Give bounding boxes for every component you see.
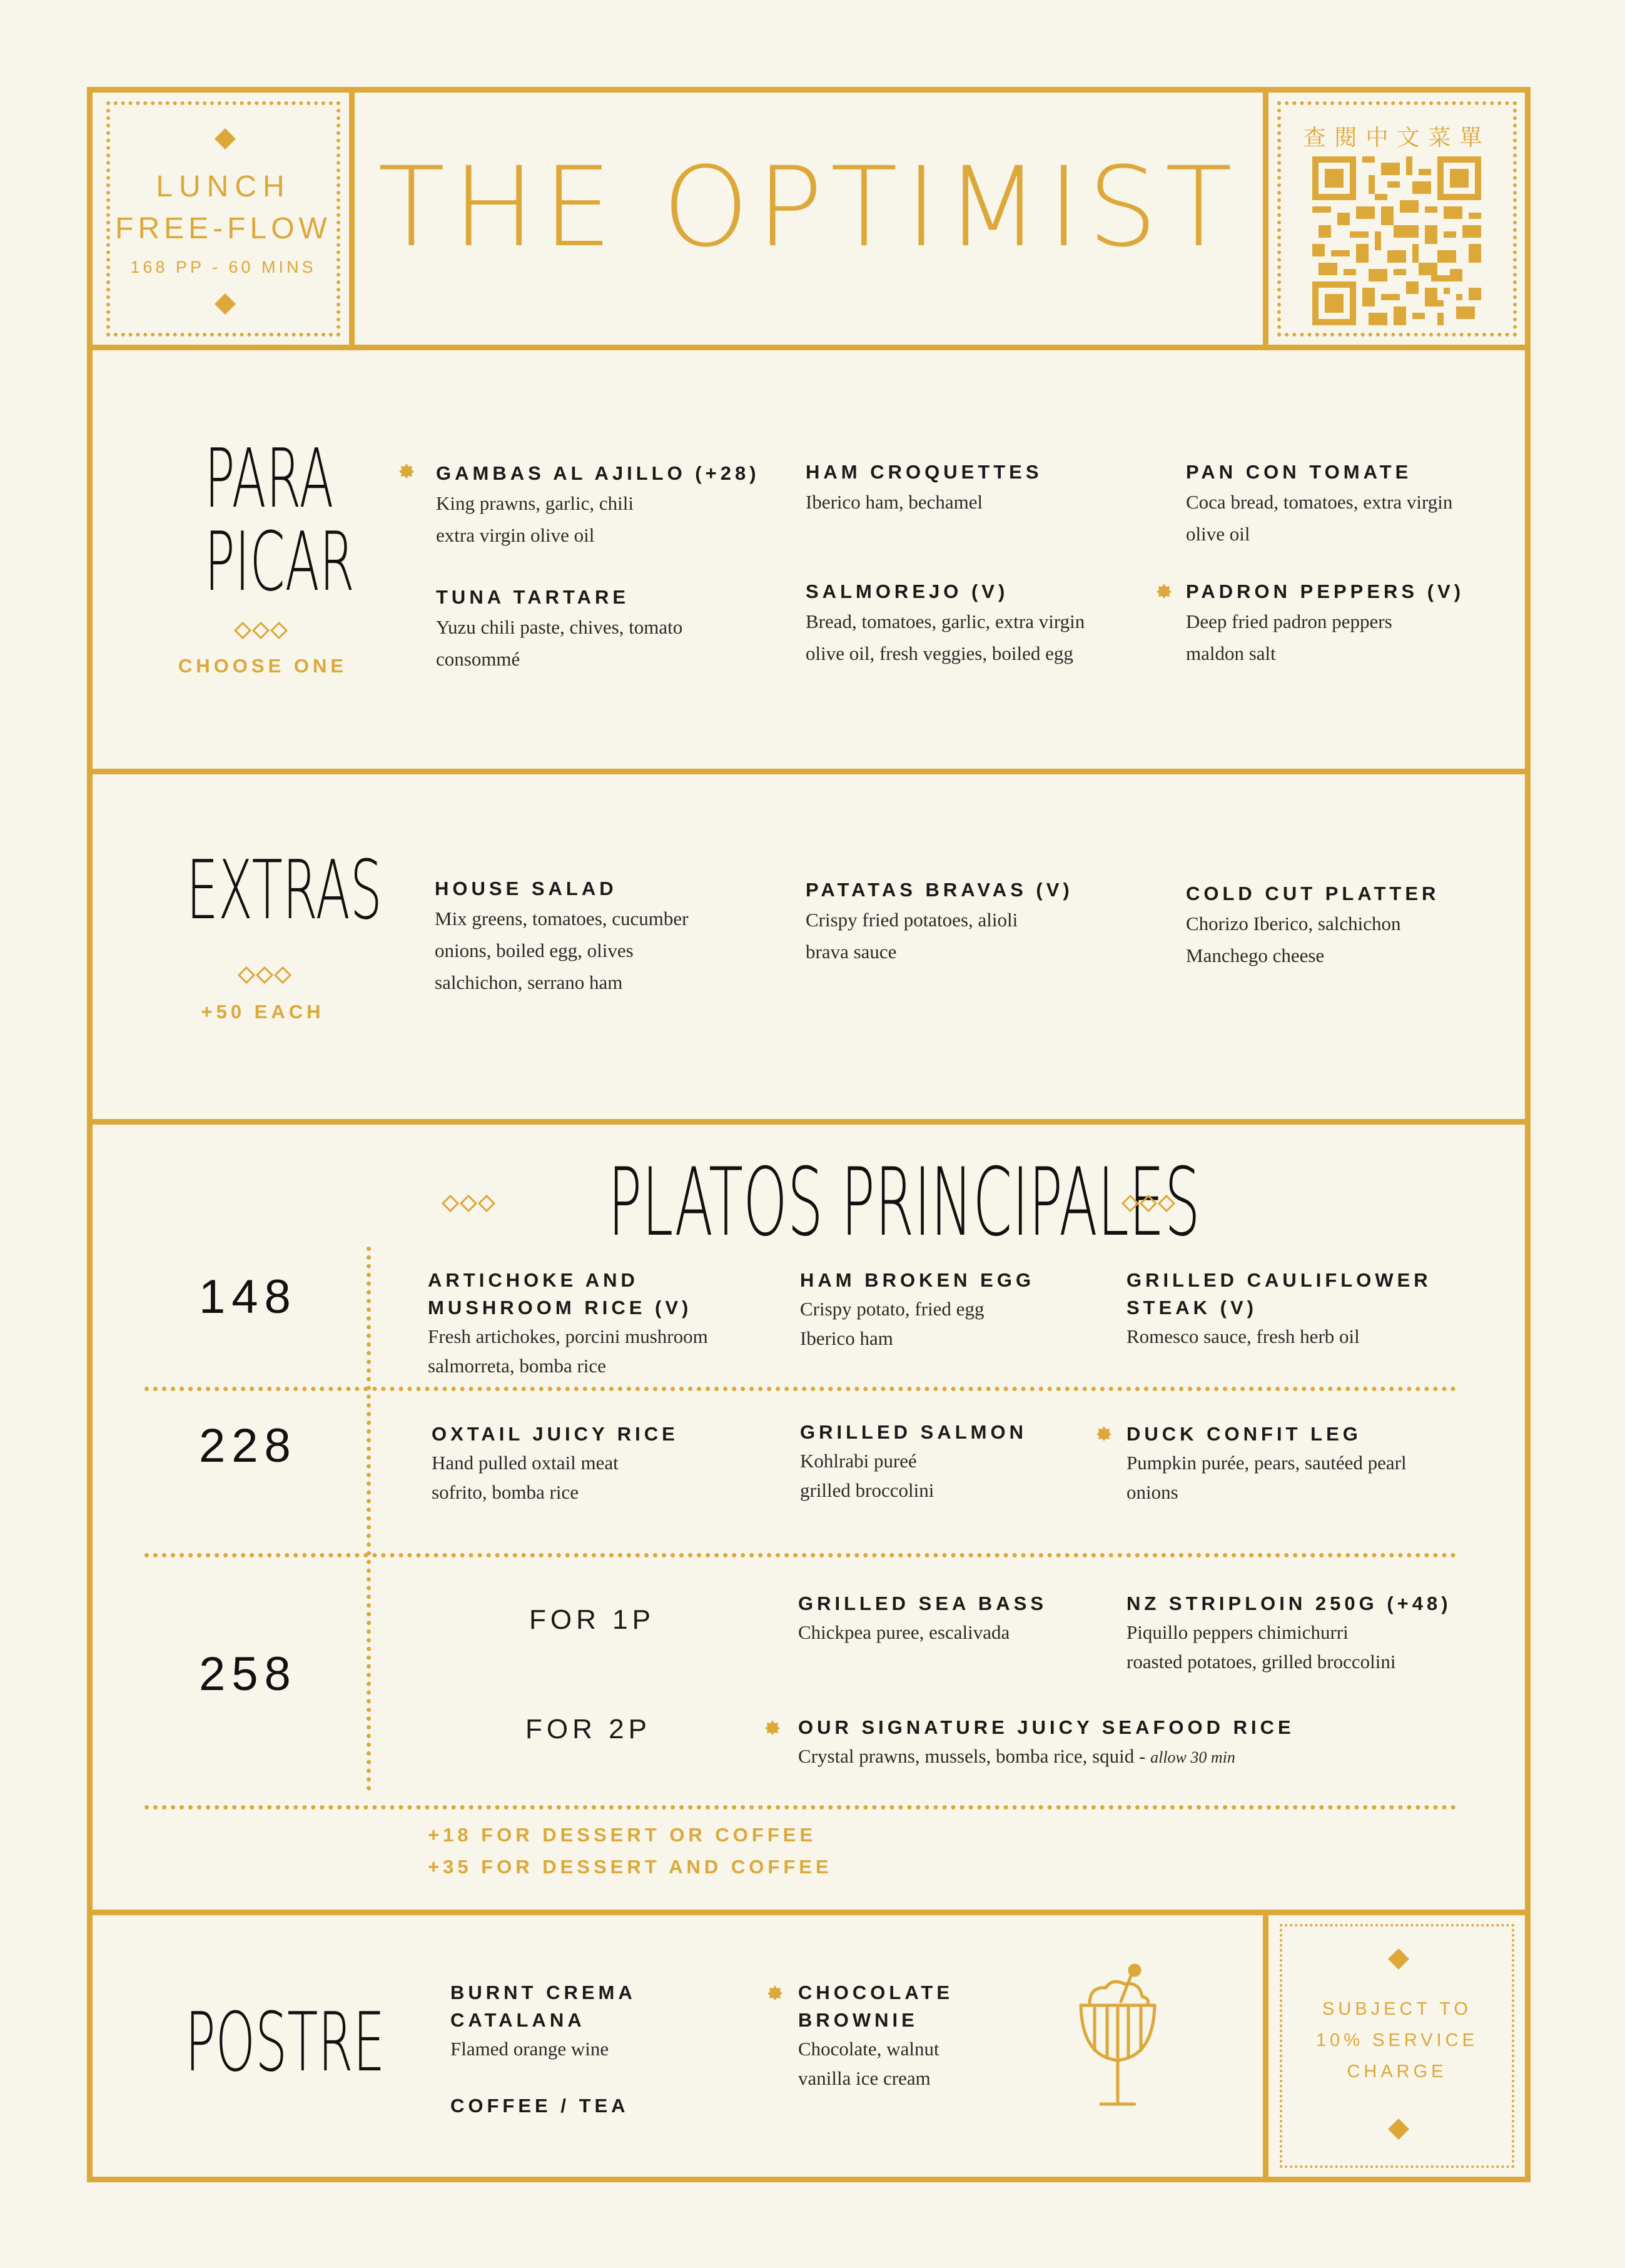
tier-divider [144, 1553, 1456, 1557]
star-badge-icon [398, 463, 415, 479]
star-badge-icon [1156, 583, 1172, 599]
lunch-badge [106, 101, 340, 337]
addon-dessert-or-coffee: +18 FOR DESSERT OR COFFEE [428, 1824, 817, 1846]
menu-item [1186, 458, 1452, 550]
menu-item [432, 1420, 679, 1507]
item-name: GRILLED CAULIFLOWER [1126, 1269, 1432, 1291]
item-name: ARTICHOKE AND [428, 1269, 639, 1291]
item-desc: Fresh artichokes, porcini mushroom [428, 1325, 708, 1347]
item-desc: Deep fried padron peppers [1186, 610, 1392, 632]
triple-diamond-icon [442, 1195, 495, 1212]
item-name: DUCK CONFIT LEG [1126, 1423, 1362, 1445]
item-name: NZ STRIPLOIN 250G (+48) [1126, 1592, 1452, 1614]
item-desc: extra virgin olive oil [436, 524, 595, 546]
item-desc: brava sauce [806, 941, 897, 963]
service-line3: CHARGE [1347, 2062, 1447, 2082]
item-desc: Flamed orange wine [450, 2038, 609, 2060]
restaurant-title: THE OPTIMIST [377, 143, 1240, 271]
header-divider [349, 87, 355, 350]
item-desc: maldon salt [1186, 642, 1276, 664]
item-desc: Coca bread, tomatoes, extra virgin [1186, 491, 1453, 513]
tier-price: 148 [199, 1270, 297, 1324]
qr-badge [1277, 101, 1517, 337]
extras-price-label: +50 EACH [201, 1001, 325, 1023]
price-column-divider [367, 1247, 371, 1791]
item-desc: Chorizo Iberico, salchichon [1186, 913, 1401, 934]
item-desc: Iberico ham [800, 1327, 893, 1349]
triple-diamond-icon [234, 622, 288, 639]
item-name: CATALANA [450, 2009, 585, 2031]
lunch-label: LUNCH [156, 170, 291, 203]
item-desc: Mix greens, tomatoes, cucumber [435, 908, 689, 929]
item-name: PAN CON TOMATE [1186, 461, 1412, 483]
for-one-person-label: FOR 1P [529, 1604, 655, 1635]
signature-item [798, 1714, 1295, 1772]
price-per-person: 168 PP - 60 MINS [130, 258, 316, 276]
menu-item [1186, 880, 1439, 971]
menu-item [428, 1267, 708, 1380]
item-desc: salmorreta, bomba rice [428, 1355, 606, 1377]
item-name: GRILLED SEA BASS [798, 1592, 1047, 1614]
triple-diamond-icon [1121, 1195, 1175, 1212]
item-name: TUNA TARTARE [436, 586, 630, 608]
para-picar-title-line2: PICAR [205, 514, 355, 609]
menu-item [1126, 1267, 1432, 1351]
item-name: STEAK (V) [1126, 1297, 1257, 1319]
item-name: OUR SIGNATURE JUICY SEAFOOD RICE [798, 1716, 1295, 1738]
extras-title: EXTRAS [186, 843, 382, 938]
item-note: allow 30 min [1150, 1748, 1235, 1766]
item-name: HAM CROQUETTES [806, 461, 1043, 483]
diamond-icon [215, 128, 236, 149]
menu-item [436, 460, 760, 551]
menu-item [1126, 1420, 1407, 1507]
diamond-icon [1388, 2119, 1409, 2140]
principales-title: PLATOS PRINCIPALES [608, 1148, 1200, 1257]
header-divider [1263, 87, 1268, 350]
qr-code-icon[interactable] [1312, 156, 1481, 325]
item-name: GAMBAS AL AJILLO (+28) [436, 462, 760, 484]
item-desc: Manchego cheese [1186, 944, 1325, 966]
star-badge-icon [767, 1985, 783, 2001]
menu-item [806, 458, 1043, 518]
item-name: GRILLED SALMON [800, 1421, 1027, 1443]
diamond-icon [1388, 1948, 1409, 1970]
item-desc: onions, boiled egg, olives [435, 939, 634, 961]
tier-divider [144, 1805, 1456, 1810]
chinese-menu-label: 查閱中文菜單 [1303, 125, 1491, 151]
item-name: BURNT CREMA [450, 1982, 636, 2003]
item-name: MUSHROOM RICE (V) [428, 1297, 692, 1319]
menu-item [798, 1590, 1047, 1647]
item-desc: grilled broccolini [800, 1479, 934, 1501]
item-desc: Chocolate, walnut [798, 2038, 939, 2060]
item-desc: consommé [436, 648, 520, 670]
item-name: HOUSE SALAD [435, 878, 617, 899]
menu-item [450, 1979, 636, 2063]
item-desc: King prawns, garlic, chili [436, 492, 634, 514]
menu-item [800, 1419, 1027, 1505]
ice-cream-sundae-icon [1077, 1963, 1158, 2113]
star-badge-icon [1096, 1425, 1112, 1442]
star-badge-icon [764, 1719, 781, 1736]
item-desc: olive oil, fresh veggies, boiled egg [806, 642, 1073, 664]
para-picar-title-line1: PARA [205, 431, 334, 526]
item-desc: Iberico ham, bechamel [806, 491, 983, 513]
item-name: PADRON PEPPERS (V) [1186, 580, 1465, 602]
menu-item [1126, 1590, 1452, 1676]
item-desc: Romesco sauce, fresh herb oil [1126, 1325, 1360, 1347]
item-name: CHOCOLATE [798, 1982, 954, 2003]
menu-item [436, 584, 682, 675]
item-name: HAM BROKEN EGG [800, 1269, 1035, 1291]
item-desc: Kohlrabi pureé [800, 1450, 917, 1472]
item-desc: Bread, tomatoes, garlic, extra virgin [806, 610, 1085, 632]
for-two-persons-label: FOR 2P [525, 1714, 651, 1744]
item-desc: Piquillo peppers chimichurri [1126, 1621, 1349, 1643]
item-desc: Crispy potato, fried egg [800, 1298, 985, 1320]
postre-divider [1263, 1910, 1268, 2182]
item-desc: olive oil [1186, 523, 1250, 545]
menu-item [806, 876, 1073, 968]
menu-item [1186, 578, 1464, 669]
item-desc: Chickpea puree, escalivada [798, 1621, 1010, 1643]
menu-item [798, 1979, 953, 2093]
coffee-tea-item: COFFEE / TEA [450, 2095, 629, 2117]
item-desc: onions [1126, 1481, 1178, 1503]
item-desc: roasted potatoes, grilled broccolini [1126, 1651, 1396, 1673]
item-desc: vanilla ice cream [798, 2067, 931, 2089]
item-desc: Crystal prawns, mussels, bomba rice, squid - [798, 1745, 1151, 1767]
item-name: SALMOREJO (V) [806, 580, 1009, 602]
item-desc: Pumpkin purée, pears, sautéed pearl [1126, 1452, 1407, 1474]
item-name: COLD CUT PLATTER [1186, 883, 1440, 904]
item-name: BROWNIE [798, 2009, 918, 2031]
service-line1: SUBJECT TO [1322, 1999, 1472, 2019]
item-desc: salchichon, serrano ham [435, 971, 623, 993]
menu-item [806, 578, 1085, 669]
menu-item [800, 1267, 1035, 1353]
service-charge-badge [1280, 1924, 1514, 2168]
item-desc: sofrito, bomba rice [432, 1481, 579, 1503]
item-desc: Crispy fried potatoes, alioli [806, 909, 1018, 931]
tier-price: 228 [199, 1419, 297, 1472]
addon-dessert-and-coffee: +35 FOR DESSERT AND COFFEE [428, 1856, 833, 1878]
service-line2: 10% SERVICE [1316, 2030, 1478, 2050]
item-name: PATATAS BRAVAS (V) [806, 879, 1073, 901]
menu-item [435, 875, 688, 998]
tier-divider [144, 1387, 1456, 1391]
choose-one-label: CHOOSE ONE [178, 655, 348, 677]
item-name: OXTAIL JUICY RICE [432, 1423, 679, 1445]
triple-diamond-icon [238, 966, 291, 984]
free-flow-label: FREE-FLOW [115, 212, 332, 245]
item-desc: Hand pulled oxtail meat [432, 1452, 619, 1474]
diamond-icon [215, 293, 236, 315]
item-desc: Yuzu chili paste, chives, tomato [436, 616, 683, 638]
postre-title: POSTRE [185, 1995, 385, 2090]
tier-price: 258 [199, 1648, 297, 1701]
